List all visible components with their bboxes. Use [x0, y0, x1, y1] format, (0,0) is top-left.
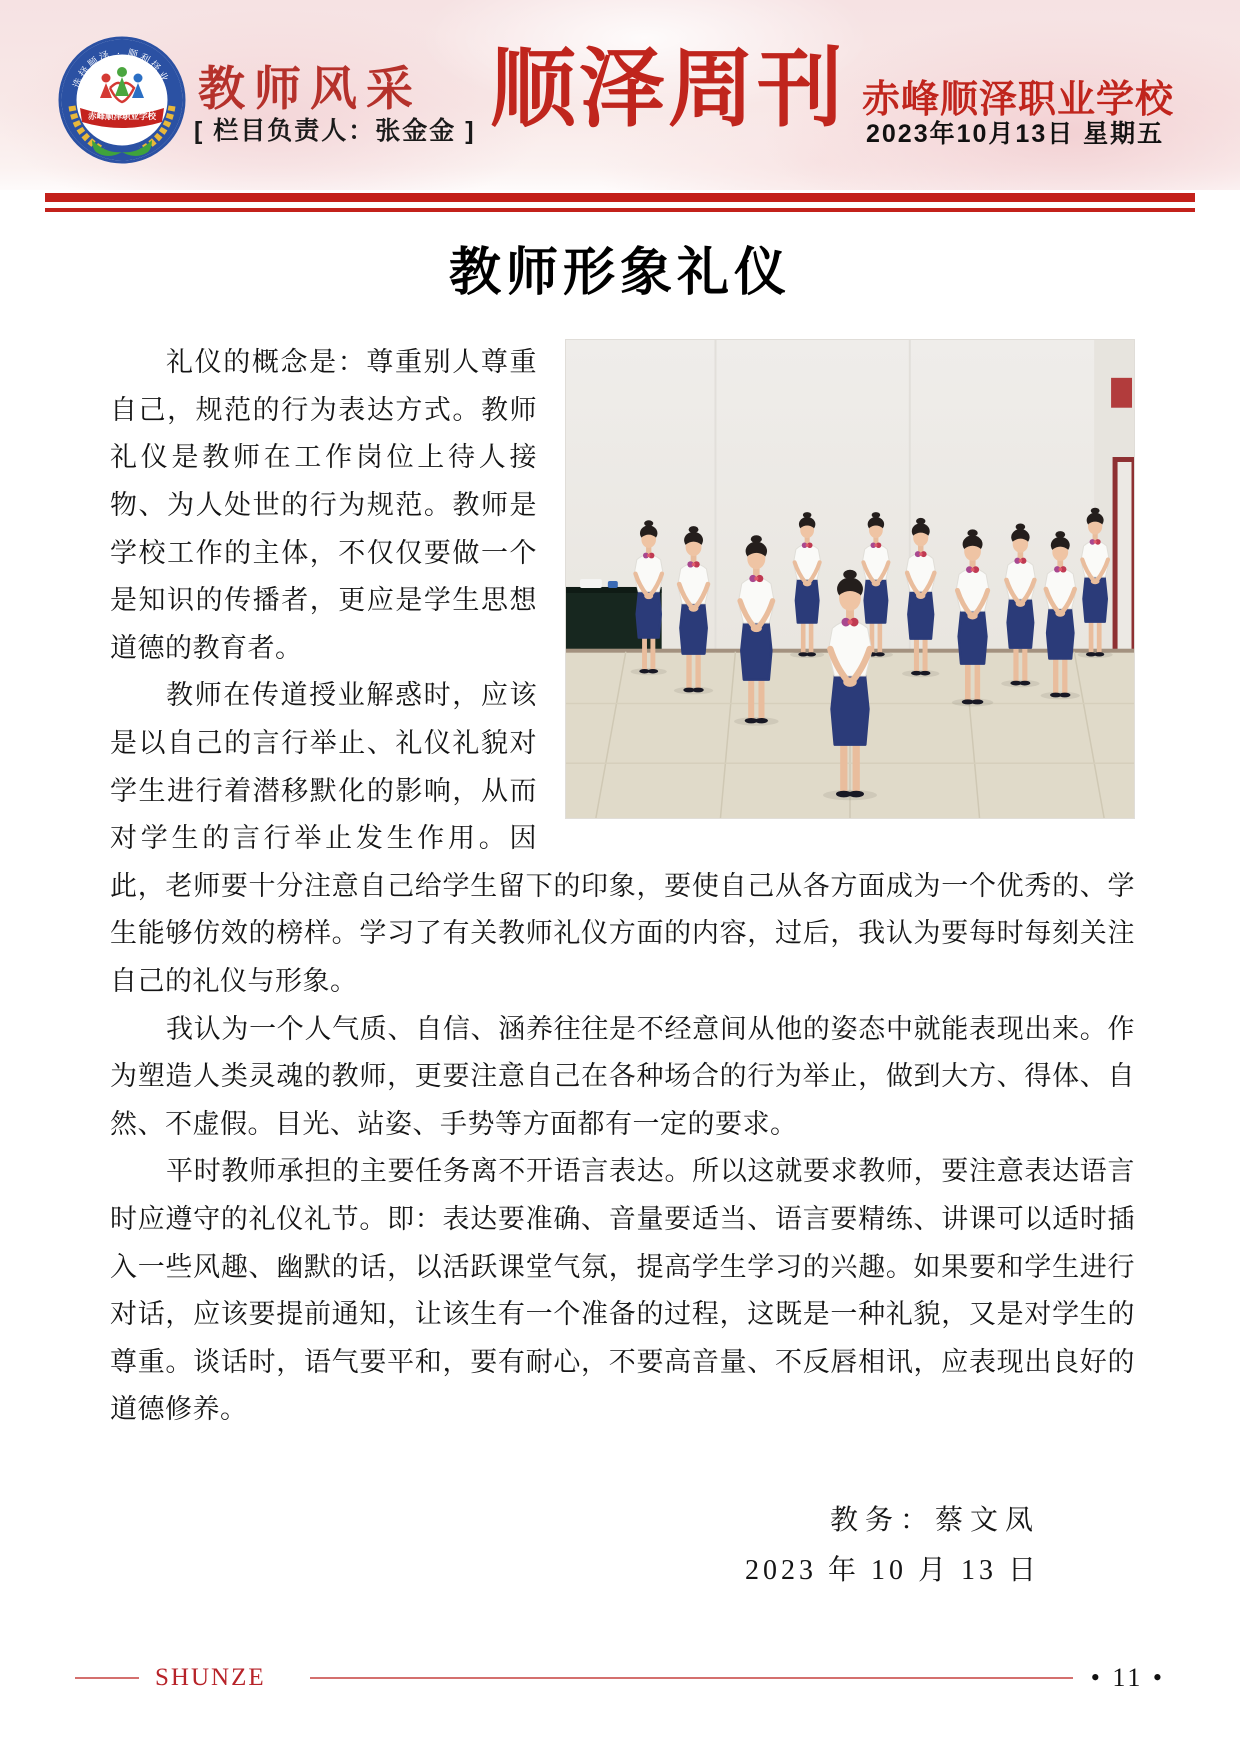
header-date: 2023年10月13日 星期五 — [866, 120, 1165, 148]
logo-ring-text: 选择顺泽 · 顺利择业 — [71, 47, 171, 91]
footer-rule-right — [310, 1677, 1073, 1679]
header-banner — [0, 0, 1240, 190]
uniform-group-photo-illustration — [566, 340, 1134, 818]
paragraph-2: 教师在传道授业解惑时，应该是以自己的言行举止、礼仪礼貌对学生进行着潜移默化的影响，从而对学生的言行举止发生作用。因此，老师要十分注意自己给学生留下的印象，要使自己从各方面成为一个优秀的、学生能够仿效的榜样。学习了有关教师礼仪方面的内容，过后，我认为要每时每刻关注自己的礼仪与形象。 — [110, 680, 1135, 996]
signature-block — [110, 1496, 1040, 1596]
article-body — [110, 339, 1135, 1596]
school-logo — [58, 36, 186, 164]
article-title: 教师形象礼仪 — [448, 244, 791, 302]
footer-rule-left — [75, 1677, 139, 1679]
footer-brand: SHUNZE — [155, 1664, 266, 1691]
signature-date: 2023 年 10 月 13 日 — [744, 1554, 1040, 1586]
paragraph-4: 平时教师承担的主要任务离不开语言表达。所以这就要求教师，要注意表达语言时应遵守的礼仪礼节。即：表达要准确、音量要适当、语言要精练、讲课可以适时插入一些风趣、幽默的话，以活跃课堂气氛，提高学生学习的兴趣。如果要和学生进行对话，应该要提前通知，让该生有一个准备的过程，这既是一种礼貌，又是对学生的尊重。谈话时，语气要平和，要有耐心，不要高音量、不反唇相讯，应表现出良好的道德修养。 — [110, 1156, 1135, 1425]
uniform-group-photo — [565, 339, 1135, 819]
logo-banner-text: 赤峰顺泽职业学校 — [87, 111, 157, 121]
school-logo-icon — [58, 36, 186, 164]
column-lead: [ 栏目负责人：张金金 ] — [194, 117, 476, 145]
school-name: 赤峰顺泽职业学校 — [862, 79, 1175, 121]
paragraph-3: 我认为一个人气质、自信、涵养往往是不经意间从他的姿态中就能表现出来。作为塑造人类灵魂的教师，更要注意自己在各种场合的行为举止，做到大方、得体、自然、不虚假。目光、站姿、手势等方面都有一定的要求。 — [110, 1013, 1135, 1139]
paragraph-1: 礼仪的概念是：尊重别人尊重自己，规范的行为表达方式。教师礼仪是教师在工作岗位上待人接物、为人处世的行为规范。教师是学校工作的主体，不仅仅要做一个是知识的传播者，更应是学生思想道德的教育者。 — [110, 347, 537, 663]
divider-rule-thin — [45, 208, 1195, 212]
page-footer — [75, 1664, 1165, 1692]
signature-author: 教务：蔡文凤 — [829, 1504, 1040, 1536]
column-title: 教师风采 — [198, 64, 422, 116]
publication-title: 顺泽周刊 — [490, 41, 846, 137]
divider-rule-thick — [45, 193, 1195, 202]
page-number: • 11 • — [1090, 1663, 1165, 1692]
